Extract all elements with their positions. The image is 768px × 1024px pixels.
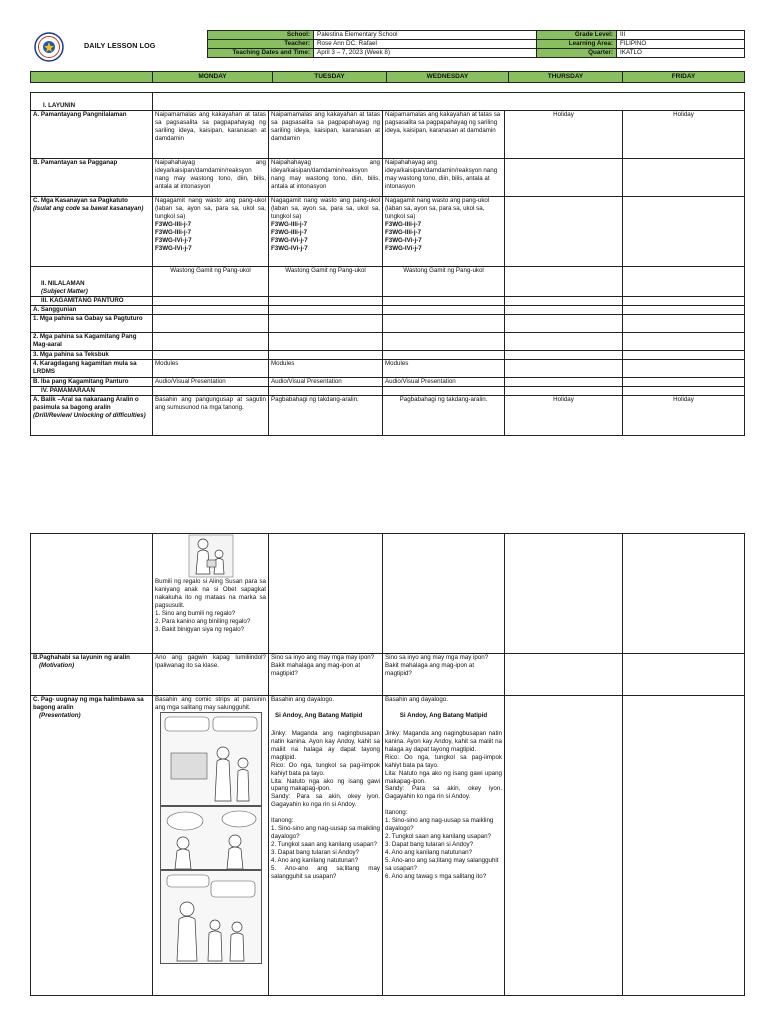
day-wednesday: WEDNESDAY — [387, 72, 509, 83]
dialogue-rico: Rico: Oo nga, tungkol sa pag-iimpok kahiyt bata pa tayo. — [385, 753, 502, 769]
nilalaman-title: II. NILALAMAN — [41, 280, 85, 288]
pagganap-mon: Naipahahayag ang ideya/kaisipan/damdamin/reaksyon nang may wastong tono, diin, bilis, antala at intonasyon — [153, 159, 269, 197]
day-thursday: THURSDAY — [509, 72, 623, 83]
code: F3WG-IIIi-j-7 — [271, 228, 308, 236]
grade-label: Grade Level: — [537, 31, 617, 40]
motivation-mon: Ano ang gagwin kapag lumiliindol? Ipaliwanag ito sa klase. — [153, 654, 269, 696]
iba-pang-mon: Audio/Visual Presentation — [153, 378, 269, 387]
balik-aral-title: A. Balik –Aral sa nakaraang Aralin o pasimula sa bagong aralin — [33, 396, 139, 411]
question: 2. Tungkol saan ang kanilang usapan? — [271, 841, 377, 849]
row-gabay: 1. Mga pahina sa Gabay sa Pagtuturo — [31, 315, 153, 333]
balik-aral-fri: Holiday — [623, 396, 745, 436]
dialogue-lita: Lita: Natuto nga ako ng isang gawi upang makapag-ipon. — [385, 769, 502, 785]
kasanayan-text: Nagagamit nang wasto ang pang-ukol (laban sa, ayon sa, para sa, ukol sa, tungkol sa) — [271, 197, 380, 220]
question: 3. Dapat bang tularan si Andoy? — [385, 841, 474, 849]
dialogue-jinky: Jinky: Maganda ang nagingbusapan natin kanina. Ayon kay Andoy, kahit sa maliit na halaga ay dapat tayong magtipid. — [385, 729, 502, 753]
day-tuesday: TUESDAY — [273, 72, 387, 83]
comic-intro: Basahin ang comic strips at pansinin ang mga salitang may salungguhit. — [155, 696, 266, 711]
code: F3WG-IIIi-j-7 — [385, 228, 422, 236]
pamantayang-tue: Naipamamalas ang kakayahan at tatas sa pagsasalita sa pagpapahayag ng sariling ideya, kaisipan, karanasan at damdamin — [269, 111, 383, 159]
presentation-mon — [153, 696, 269, 996]
question: 4. Ano ang kanilang natutunan? — [385, 849, 473, 856]
header-info-table — [207, 30, 745, 58]
nilalaman-mon: Wastong Gamit ng Pang-ukol — [153, 267, 269, 297]
balik-aral-tue: Pagbabahagi ng takdang-aralin. — [269, 396, 383, 436]
blank-top-row — [153, 93, 745, 102]
kasanayan-tue — [269, 197, 383, 267]
mother-child-illustration — [188, 534, 234, 578]
question: 1. Sino-sino ang nag-uusap sa maikling dayalogo? — [385, 817, 494, 833]
dialogue-lita: Lita: Natuto nga ako ng isang gawi upang makapag-ipon. — [271, 777, 380, 793]
lesson-table-page2 — [30, 533, 745, 996]
lesson-table-page1 — [30, 92, 745, 436]
code: F3WG-IVi-j-7 — [385, 244, 422, 252]
teacher-label: Teacher: — [208, 40, 314, 49]
days-header-row — [30, 71, 745, 83]
area-value: FILIPINO — [617, 40, 745, 49]
balik-aral-note: (Drill/Review/ Unlocking of difficulties) — [33, 411, 146, 419]
code: F3WG-IVi-j-7 — [155, 244, 192, 252]
question: 5. Ano-ano ang sa;litang may salangguhit sa usapan? — [271, 864, 380, 880]
dialogue-rico: Rico: Oo nga, tungkol sa pag-iimpok kahiyt bata pa tayo. — [271, 761, 380, 777]
school-label: School: — [208, 31, 314, 40]
presentation-wed — [383, 696, 505, 996]
regalo-question: 1. Sino ang bumili ng regalo? — [155, 609, 236, 617]
balik-aral-continued — [153, 534, 269, 654]
question: 5. Ano-ano ang sa;litang may salangguhit sa usapan? — [385, 856, 499, 872]
row-kasanayan-label — [31, 197, 153, 267]
row-pamantayan-label: B. Pamantayan sa Pagganap — [31, 159, 153, 197]
question: 2. Tungkol saan ang kanilang usapan? — [385, 833, 491, 841]
nilalaman-tue: Wastong Gamit ng Pang-ukol — [269, 267, 383, 297]
code: F3WG-IVi-j-7 — [271, 244, 308, 252]
days-blank — [31, 72, 153, 83]
pagganap-tue: Naipahahayag ang ideya/kaisipan/damdamin/reaksyon nang may wastong tono, diin, bilis, antala at intonasyon — [269, 159, 383, 197]
iba-pang-tue: Audio/Visual Presentation — [269, 378, 383, 387]
karagdagang-mon: Modules — [153, 360, 269, 378]
iba-pang-wed: Audio/Visual Presentation — [383, 378, 505, 387]
regalo-question: 2. Para kanino ang biniling regalo? — [155, 617, 251, 625]
row-teksbuk: 3. Mga pahina sa Teksbuk — [31, 351, 153, 360]
presentation-tue — [269, 696, 383, 996]
question: 3. Dapat bang tularan si Andoy? — [271, 849, 360, 856]
document-title: DAILY LESSON LOG — [84, 41, 156, 50]
code: F3WG-IVi-j-7 — [385, 236, 422, 244]
row-pamantayang-label: A. Pamantayang Pangnilalaman — [31, 111, 153, 159]
quarter-label: Quarter: — [537, 49, 617, 58]
row-balik-aral — [31, 396, 153, 436]
dayalogo-intro: Basahin ang dayalogo. — [271, 696, 334, 703]
dialogue-sandy: Sandy: Para sa akin, okey iyon. Gagayahin ko nga rin si Andoy. — [385, 785, 502, 801]
motivation-note: (Motivation) — [39, 661, 75, 669]
itanong-label: Itanong: — [385, 809, 408, 817]
balik-aral-wed: Pagbabahagi ng takdang-aralin. — [383, 396, 505, 436]
balik-aral-thu: Holiday — [505, 396, 623, 436]
dialogue-jinky: Jinky: Maganda ang nagingbusapan natin kanina. Ayon kay Andoy, kahit sa maliit na halaga ay dapat tayong magtipid. — [271, 729, 380, 761]
story-title: Si Andoy, Ang Batang Matipid — [399, 711, 488, 719]
question: 4. Ano ang kanilang natutunan? — [271, 856, 359, 864]
kasanayan-text: Nagagamit nang wasto ang pang-ukol (laban sa, ayon sa, para sa, ukol sa, tungkol sa) — [385, 197, 490, 220]
row-karagdagang: 4. Karagdagang kagamitan mula sa LRDMS — [31, 360, 153, 378]
dialogue-sandy: Sandy: Para sa akin, okey iyon. Gagayahin ko nga rin si Andoy. — [271, 793, 380, 809]
dates-value: April 3 – 7, 2023 (Week 8) — [314, 49, 537, 58]
row-pag-uugnay — [31, 696, 153, 996]
kasanayan-note: (Isulat ang code sa bawat kasanayan) — [33, 204, 144, 212]
comic-panel-3 — [160, 870, 262, 964]
story-title: Si Andoy, Ang Batang Matipid — [275, 711, 363, 719]
code: F3WG-IIIi-j-7 — [385, 220, 422, 228]
presentation-note: (Presentation) — [39, 711, 81, 719]
school-value: Palestina Elementary School — [314, 31, 537, 40]
pamantayang-fri: Holiday — [623, 111, 745, 159]
row-nilalaman-label — [31, 267, 153, 297]
area-label: Learning Area: — [537, 40, 617, 49]
day-monday: MONDAY — [153, 72, 273, 83]
dayalogo-intro: Basahin ang dayalogo. — [385, 696, 448, 703]
motivation-wed: Sino sa inyo ang may mga may ipon? Bakit mahalaga ang mag-ipon at magtipid? — [383, 654, 505, 696]
kasanayan-mon — [153, 197, 269, 267]
code: F3WG-IIIi-j-7 — [271, 220, 308, 228]
code: F3WG-IVi-j-7 — [155, 236, 192, 244]
question: 6. Ano ang tawag s mga salitang ito? — [385, 872, 487, 880]
karagdagang-wed: Modules — [383, 360, 505, 378]
regalo-text: Bumili ng regalo si Aling Susan para sa kaniyang anak na si Obet sapagkat nakakuha ito ng mataas na marka sa pagsusulit. — [155, 578, 266, 609]
comic-panel-1 — [160, 712, 262, 806]
karagdagang-tue: Modules — [269, 360, 383, 378]
row-iba-pang: B. Iba pang Kagamitang Panturo — [31, 378, 153, 387]
teacher-value: Rose Ann DC. Rafael — [314, 40, 537, 49]
section-layunin: I. LAYUNIN — [31, 102, 153, 111]
kasanayan-wed — [383, 197, 505, 267]
comic-panel-2 — [160, 806, 262, 870]
row-kagamitang-mag-aaral: 2. Mga pahina sa Kagamitang Pang Mag-aaral — [31, 333, 153, 351]
regalo-question: 3. Bakit binigyan siya ng regalo? — [155, 625, 245, 633]
row-paghahabi — [31, 654, 153, 696]
pagganap-wed: Naipahahayag ang ideya/kaisipan/damdamin/reaksyon nang may wastong tono, diin, bilis, antala at intonasyon — [383, 159, 505, 197]
question: 1. Sino-sino ang nag-uusap sa maikling dayalogo? — [271, 825, 380, 841]
nilalaman-wed: Wastong Gamit ng Pang-ukol — [383, 267, 505, 297]
code: F3WG-IVi-j-7 — [271, 236, 308, 244]
pamantayang-wed: Naipamamalas ang kakayahan at tatas sa pagsasalita sa pagpapahayag ng sariling ideya, kaisipan, karanasan at damdamin — [383, 111, 505, 159]
dates-label: Teaching Dates and Time: — [208, 49, 314, 58]
itanong-label: Itanong: — [271, 817, 294, 825]
pamantayang-thu: Holiday — [505, 111, 623, 159]
code: F3WG-IIIi-j-7 — [155, 220, 192, 228]
kasanayan-text: Nagagamit nang wasto ang pang-ukol (laban sa, ayon sa, para sa, ukol sa, tungkol sa) — [155, 197, 266, 220]
code: F3WG-IIIi-j-7 — [155, 228, 192, 236]
subject-matter: (Subject Matter) — [41, 288, 88, 296]
grade-value: III — [617, 31, 745, 40]
motivation-tue: Sino sa inyo ang may mga may ipon? Bakit mahalaga ang mag-ipon at magtipid? — [269, 654, 383, 696]
kasanayan-title: C. Mga Kasanayan sa Pagkatuto — [33, 197, 128, 204]
day-friday: FRIDAY — [623, 72, 745, 83]
quarter-value: IKATLO — [617, 49, 745, 58]
pamantayang-mon: Naipamamalas ang kakayahan at tatas sa pagsasalita sa pagpapahayag ng sariling ideya, kaisipan, karanasan at damdamin — [153, 111, 269, 159]
deped-seal-logo — [34, 32, 64, 62]
row-sanggunian: A. Sanggunian — [31, 306, 153, 315]
balik-aral-mon: Basahin ang pangungusap at sagutin ang sumusunod na mga tanong. — [153, 396, 269, 436]
pag-uugnay-title: C. Pag- uugnay ng mga halimbawa sa bagong aralin — [33, 696, 144, 711]
section-kagamitang: III. KAGAMITANG PANTURO — [31, 297, 153, 306]
paghahabi-title: B.Paghahabi sa layunin ng aralin — [33, 654, 130, 661]
section-pamamaraan: IV. PAMAMARAAN — [31, 387, 153, 396]
